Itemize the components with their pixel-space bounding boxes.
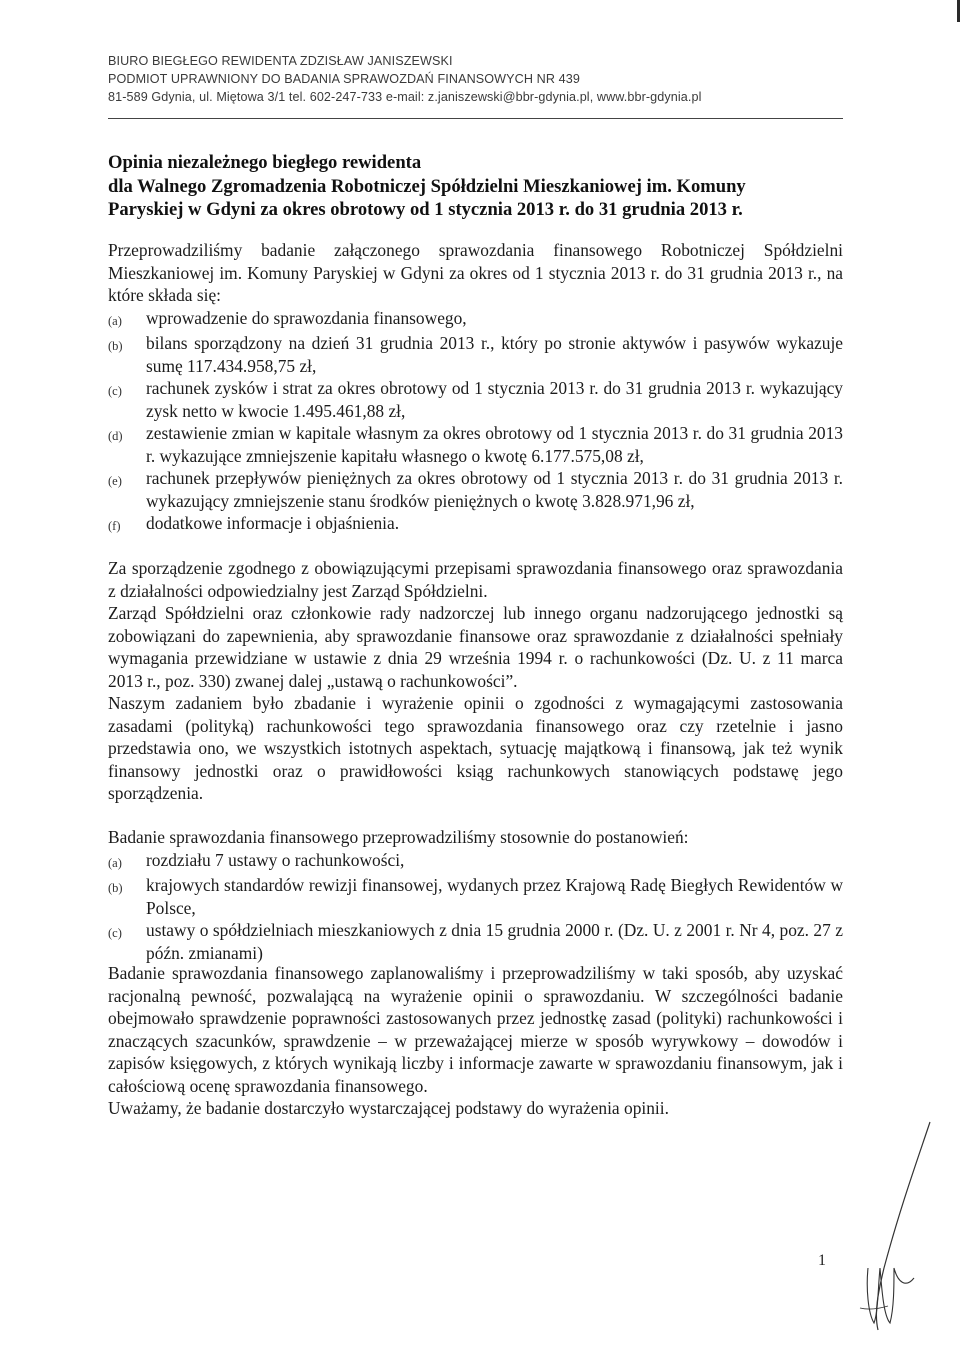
list-item-text: rachunek przepływów pieniężnych za okres obrotowy od 1 stycznia 2013 r. do 31 grudnia 2013 r. wykazujący zmniejszenie stanu środków pieniężnych o kwotę 3.828.971,96 zł, [146,468,843,511]
list-item-text: rozdziału 7 ustawy o rachunkowości, [146,849,405,870]
handwritten-signature [838,1118,938,1338]
document-title [108,151,848,222]
list-item-label: (f) [108,519,121,533]
list-item-label: (a) [108,313,122,328]
list-item [108,467,843,512]
list-item-text: dodatkowe informacje i objaśnienia. [146,513,400,533]
list-item-label: (c) [108,384,122,398]
list-item-label: (e) [108,474,122,488]
responsibility-section [108,557,843,805]
paragraph: Za sporządzenie zgodnego z obowiązującymi przepisami sprawozdania finansowego oraz sprawozdania z działalności odpowiedzialny jest Zarząd Spółdzielni. [108,558,843,601]
letterhead-office-name: BIURO BIEGŁEGO REWIDENTA ZDZISŁAW JANISZEWSKI [108,54,453,68]
list-item-label: (d) [108,429,123,443]
list-item-text: rachunek zysków i strat za okres obrotowy od 1 stycznia 2013 r. do 31 grudnia 2013 r. wykazujący zysk netto w kwocie 1.495.461,88 zł, [146,378,843,421]
list-item-text: ustawy o spółdzielniach mieszkaniowych z dnia 15 grudnia 2000 r. (Dz. U. z 2001 r. Nr 4, poz. 27 z późn. zmianami) [146,920,843,963]
scope-section [108,239,843,538]
list-item-text: bilans sporządzony na dzień 31 grudnia 2013 r., który po stronie aktywów i pasywów wykazuje sumę 117.434.958,75 zł, [146,333,843,376]
basis-intro: Badanie sprawozdania finansowego przeprowadziliśmy stosownie do postanowień: [108,827,689,847]
paragraph: Uważamy, że badanie dostarczyło wystarczającej podstawy do wyrażenia opinii. [108,1098,669,1118]
list-item-label: (a) [108,855,122,870]
list-item [108,332,843,377]
list-item-text: krajowych standardów rewizji finansowej, wydanych przez Krajową Radę Biegłych Rewidentów w Polsce, [146,875,843,918]
paragraph: Zarząd Spółdzielni oraz członkowie rady nadzorczej lub innego organu nadzorującego jednostki są zobowiązani do zapewnienia, aby sprawozdanie finansowe oraz sprawozdanie z działalności spełniały wymagania przewidziane w ustawie z dnia 29 września 1994 r. o rachunkowości (Dz. U. z 11 marca 2013 r., poz. 330) zwanej dalej „ustawą o rachunkowości”. [108,603,843,691]
title-line-2: dla Walnego Zgromadzenia Robotniczej Spółdzielni Mieszkaniowej im. Komuny [108,175,746,197]
procedure-section [108,962,843,1120]
list-item [108,874,843,919]
letterhead-registration: PODMIOT UPRAWNIONY DO BADANIA SPRAWOZDAŃ FINANSOWYCH NR 439 [108,72,580,86]
letterhead [108,52,848,106]
list-item-label: (c) [108,926,122,940]
list-item [108,377,843,422]
list-item [108,307,843,333]
paragraph: Naszym zadaniem było zbadanie i wyrażenie opinii o zgodności z wymagającymi zastosowania zasadami (polityką) rachunkowości tego sprawozdania finansowego oraz czy rzetelnie i jasno przedstawia ono, we wszystkich istotnych aspektach, sytuację majątkową i finansową, jak też wynik finansowy jednostki oraz o prawidłowości ksiąg rachunkowych stanowiących podstawę jego sporządzenia. [108,693,843,803]
basis-section [108,826,843,964]
scope-intro: Przeprowadziliśmy badanie załączonego sprawozdania finansowego Robotniczej Spółdzielni Mieszkaniowej im. Komuny Paryskiej w Gdyni za okres od 1 stycznia 2013 r. do 31 grudnia 2013 r., na które składa się: [108,240,843,305]
page-number: 1 [818,1252,826,1269]
list-item [108,849,843,875]
list-item-label: (b) [108,339,123,353]
list-item [108,422,843,467]
list-item [108,919,843,964]
list-item-text: zestawienie zmian w kapitale własnym za okres obrotowy od 1 stycznia 2013 r. do 31 grudnia 2013 r. wykazujące zmniejszenie kapitału własnego o kwotę 6.177.575,08 zł, [146,423,843,466]
letterhead-divider [108,118,843,119]
list-item-label: (b) [108,881,123,895]
list-item [108,512,843,538]
letterhead-contact: 81-589 Gdynia, ul. Miętowa 3/1 tel. 602-247-733 e-mail: z.janiszewski@bbr-gdynia.pl, www.bbr-gdynia.pl [108,90,702,104]
list-item-text: wprowadzenie do sprawozdania finansowego, [146,307,467,328]
title-line-1: Opinia niezależnego biegłego rewidenta [108,152,422,173]
paragraph: Badanie sprawozdania finansowego zaplanowaliśmy i przeprowadziliśmy w taki sposób, aby uzyskać racjonalną pewność, pozwalającą na wyrażenie opinii o sprawozdaniu. W szczególności badanie obejmowało sprawdzenie poprawności zastosowanych przez jednostkę zasad (polityki) rachunkowości i znaczących szacunków, sprawdzenie – w przeważającej mierze w sposób wyrywkowy – dowodów i zapisów księgowych, z których wynikają liczby i informacje zawarte w sprawozdaniu finansowym, jak i całościową ocenę sprawozdania finansowego. [108,963,843,1096]
title-line-3: Paryskiej w Gdyni za okres obrotowy od 1 stycznia 2013 r. do 31 grudnia 2013 r. [108,199,743,220]
